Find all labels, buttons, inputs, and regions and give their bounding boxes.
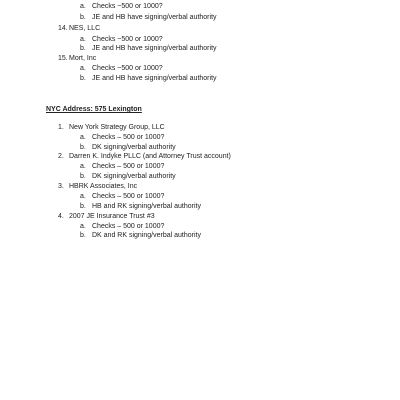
- sub-marker: b.: [80, 45, 86, 52]
- sub-marker: a.: [80, 65, 86, 72]
- list-item-name: Mort, Inc: [69, 55, 97, 62]
- sub-marker: a.: [80, 134, 86, 141]
- sub-marker: a.: [80, 193, 86, 200]
- sub-item-text: DK signing/verbal authority: [92, 144, 176, 151]
- list-item-number: 14.: [58, 25, 68, 32]
- sub-item-text: JE and HB have signing/verbal authority: [92, 45, 217, 52]
- sub-marker: b.: [80, 144, 86, 151]
- sub-item-text: Checks ~500 or 1000?: [92, 65, 163, 72]
- sub-item-text: Checks – 500 or 1000?: [92, 193, 165, 200]
- sub-marker: a.: [80, 3, 86, 10]
- list-item-number: 15.: [58, 55, 68, 62]
- list-item-number: 3.: [58, 183, 64, 190]
- list-item-name: 2007 JE Insurance Trust #3: [69, 213, 155, 220]
- sub-marker: b.: [80, 203, 86, 210]
- sub-item-text: HB and RK signing/verbal authority: [92, 203, 201, 210]
- sub-item-text: Checks ~500 or 1000?: [92, 36, 163, 43]
- sub-marker: b.: [80, 232, 86, 239]
- sub-item-text: DK signing/verbal authority: [92, 173, 176, 180]
- sub-marker: b.: [80, 173, 86, 180]
- sub-item-text: Checks – 500 or 1000?: [92, 134, 165, 141]
- list-item-number: 1.: [58, 124, 64, 131]
- sub-marker: a.: [80, 223, 86, 230]
- list-item-name: NES, LLC: [69, 25, 101, 32]
- sub-item-text: JE and HB have signing/verbal authority: [92, 75, 217, 82]
- sub-marker: a.: [80, 36, 86, 43]
- list-item-name: HBRK Associates, Inc: [69, 183, 138, 190]
- sub-item-text: JE and HB have signing/verbal authority: [92, 14, 217, 21]
- sub-marker: b.: [80, 75, 86, 82]
- list-item-number: 4.: [58, 213, 64, 220]
- sub-item-text: Checks ~500 or 1000?: [92, 3, 163, 10]
- sub-marker: a.: [80, 163, 86, 170]
- sub-item-text: Checks – 500 or 1000?: [92, 163, 165, 170]
- list-item-name: New York Strategy Group, LLC: [69, 124, 165, 131]
- sub-item-text: Checks – 500 or 1000?: [92, 223, 165, 230]
- sub-marker: b.: [80, 14, 86, 21]
- section-heading: NYC Address: 575 Lexington: [46, 106, 142, 113]
- sub-item-text: DK and RK signing/verbal authority: [92, 232, 201, 239]
- list-item-number: 2.: [58, 153, 64, 160]
- list-item-name: Darren K. Indyke PLLC (and Attorney Trust account): [69, 153, 231, 160]
